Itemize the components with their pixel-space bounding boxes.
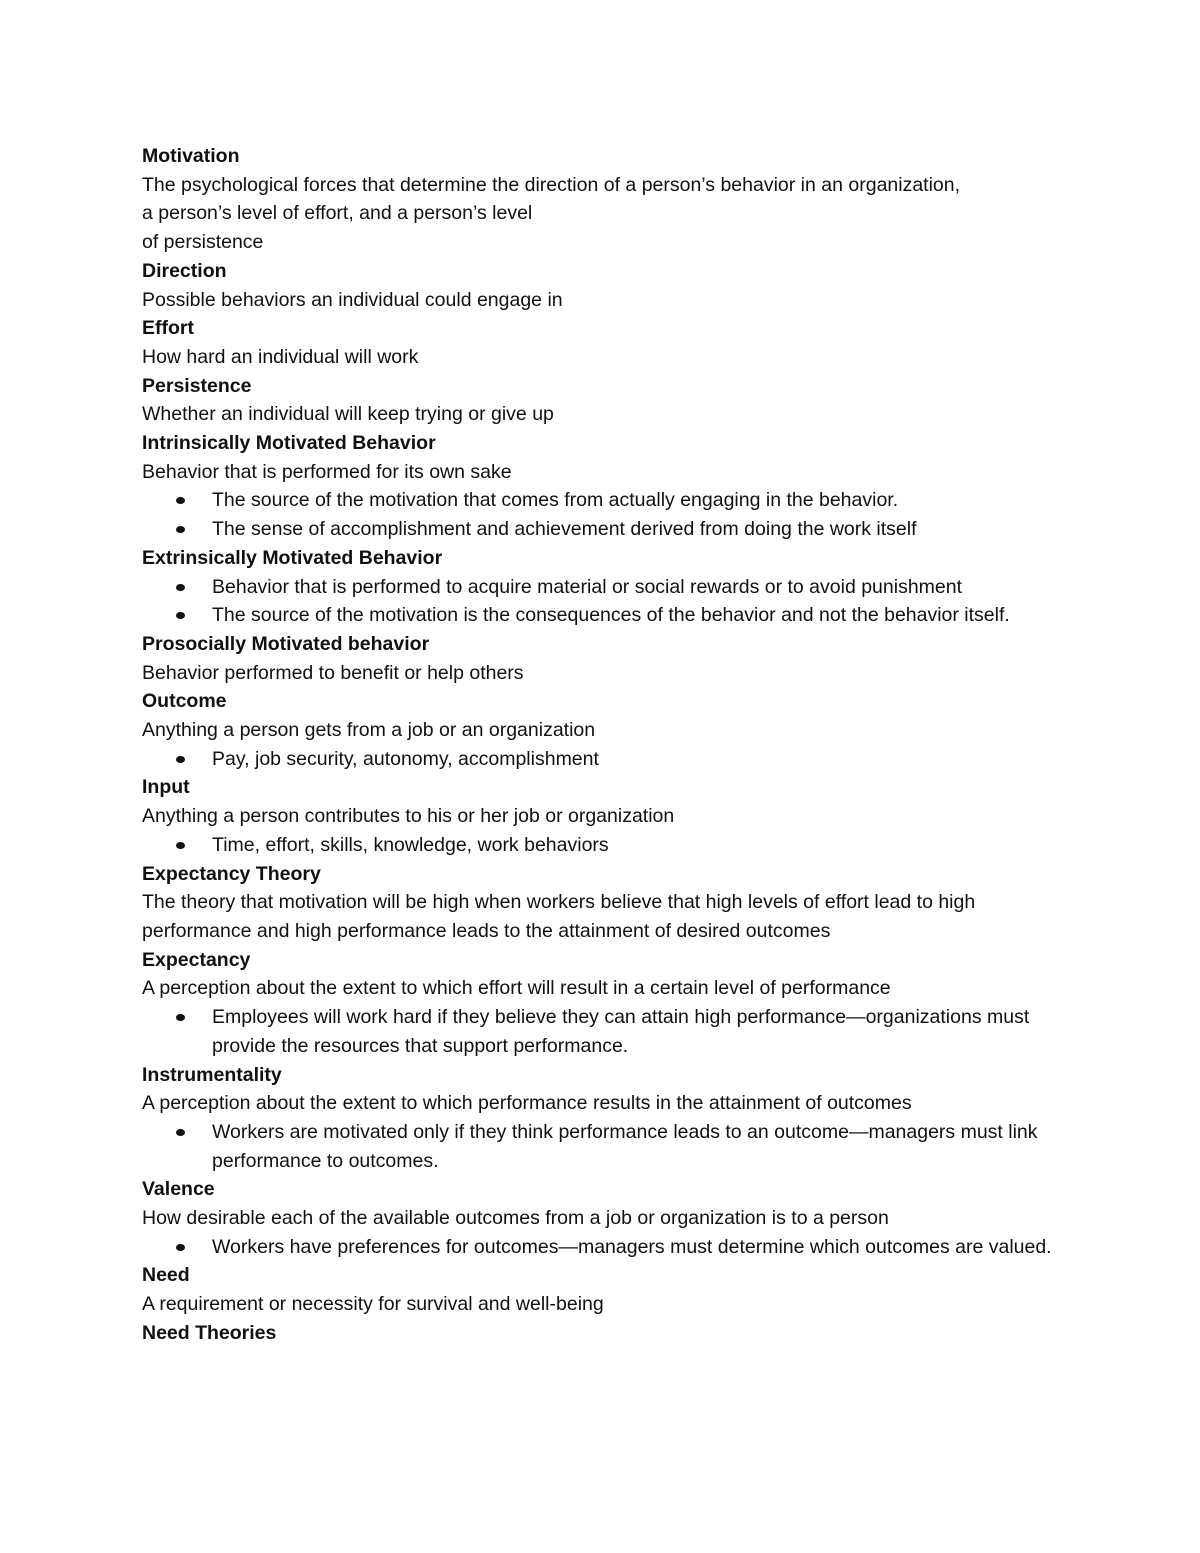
definition-text: How hard an individual will work <box>142 345 419 368</box>
bullet-list <box>142 1233 1072 1262</box>
term-heading: Motivation <box>142 145 240 167</box>
bullet-list <box>142 745 1072 774</box>
definition-text: A perception about the extent to which performance results in the attainment of outcomes <box>142 1092 912 1115</box>
bullet-item: The sense of accomplishment and achievement derived from doing the work itself <box>142 515 1072 544</box>
bullet-item: Behavior that is performed to acquire material or social rewards or to avoid punishment <box>142 573 1072 602</box>
definition-text: The theory that motivation will be high when workers believe that high levels of effort lead to high performance and high performance leads to the attainment of desired outcomes <box>142 891 976 942</box>
term-heading: Need Theories <box>142 1321 277 1344</box>
definition-line: The psychological forces that determine the direction of a person’s behavior in an organization, <box>142 173 961 196</box>
definition-text: Whether an individual will keep trying or give up <box>142 403 554 426</box>
term-heading: Input <box>142 776 190 799</box>
term-heading: Direction <box>142 259 227 282</box>
bullet-item: Pay, job security, autonomy, accomplishment <box>142 745 1072 774</box>
definition-line: of persistence <box>142 231 264 254</box>
term-heading: Intrinsically Motivated Behavior <box>142 432 436 455</box>
term-heading: Outcome <box>142 690 227 713</box>
definition-text: Behavior that is performed for its own sake <box>142 460 512 483</box>
term-heading: Valence <box>142 1178 215 1201</box>
term-heading: Prosocially Motivated behavior <box>142 632 430 655</box>
term-heading: Extrinsically Motivated Behavior <box>142 546 443 569</box>
definition-line: a person’s level of effort, and a person’s level <box>142 202 533 225</box>
bullet-item: Time, effort, skills, knowledge, work behaviors <box>142 831 1072 860</box>
bullet-list <box>142 573 1072 630</box>
term-heading: Expectancy <box>142 948 251 971</box>
term-heading: Need <box>142 1264 190 1287</box>
definition-text: Anything a person contributes to his or her job or organization <box>142 805 675 828</box>
bullet-item: Employees will work hard if they believe they can attain high performance—organizations must provide the resources that support performance. <box>142 1003 1072 1060</box>
bullet-list <box>142 1118 1072 1175</box>
bullet-list <box>142 831 1072 860</box>
term-heading: Persistence <box>142 374 252 397</box>
bullet-item: The source of the motivation that comes from actually engaging in the behavior. <box>142 486 1072 515</box>
definition-text: How desirable each of the available outcomes from a job or organization is to a person <box>142 1207 889 1230</box>
definition-text: A requirement or necessity for survival and well-being <box>142 1293 604 1316</box>
bullet-item: The source of the motivation is the consequences of the behavior and not the behavior itself. <box>142 601 1072 630</box>
definition-text: A perception about the extent to which effort will result in a certain level of performance <box>142 977 891 1000</box>
definition-text: Possible behaviors an individual could engage in <box>142 288 563 311</box>
bullet-item: Workers are motivated only if they think performance leads to an outcome—managers must link performance to outcomes. <box>142 1118 1072 1175</box>
bullet-list <box>142 486 1072 543</box>
bullet-list <box>142 1003 1072 1060</box>
document-page <box>142 142 1072 1348</box>
term-heading: Instrumentality <box>142 1063 282 1086</box>
term-heading: Expectancy Theory <box>142 862 321 885</box>
term-heading: Effort <box>142 317 194 340</box>
definition-text: Behavior performed to benefit or help others <box>142 661 524 684</box>
definition-text: Anything a person gets from a job or an organization <box>142 719 596 742</box>
bullet-item: Workers have preferences for outcomes—managers must determine which outcomes are valued. <box>142 1233 1072 1262</box>
